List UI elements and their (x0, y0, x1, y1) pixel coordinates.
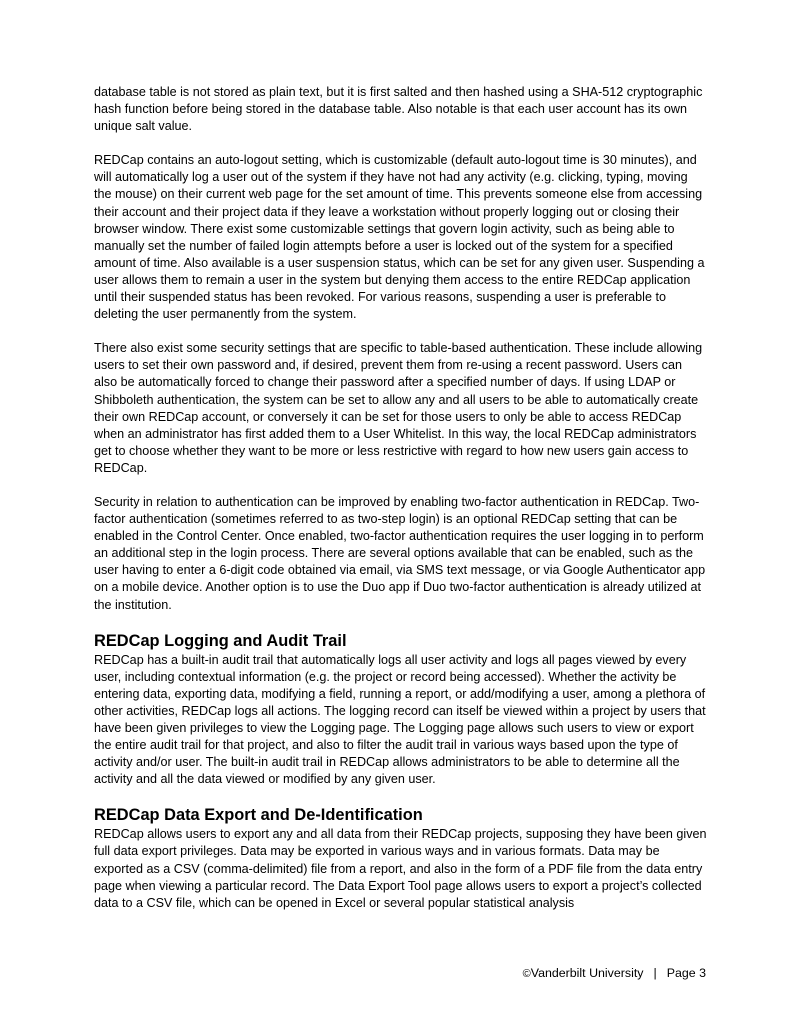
footer-page-number: 3 (699, 966, 706, 980)
copyright-icon: © (522, 968, 531, 980)
paragraph-auto-logout: REDCap contains an auto-logout setting, which is customizable (default auto-logout time is 30 minutes), and will automatically log a user out of the system if they have not had any activity (e.g. clicking, typing, moving the mouse) on their current web page for the set amount of time. This prevents someone else from accessing their account and their project data if they leave a workstation without properly logging out or closing their browser window. There exist some customizable settings that govern login activity, such as being able to manually set the number of failed login attempts before a user is locked out of the system for a specified amount of time. Also available is a user suspension status, which can be set for any given user. Suspending a user allows them to remain a user in the system but denying them access to the entire REDCap application until their suspended status has been revoked. For various reasons, suspending a user is preferable to deleting the user permanently from the system. (94, 153, 705, 322)
footer-org: Vanderbilt University (530, 966, 644, 980)
footer-page-label: Page (666, 966, 696, 980)
document-page (94, 84, 708, 912)
paragraph-data-export: REDCap allows users to export any and all data from their REDCap projects, supposing they have been given full data export privileges. Data may be exported in various ways and in various formats. Data may be exported as a CSV (comma-delimited) file from a report, and also in the form of a PDF file from the data entry page when viewing a particular record. The Data Export Tool page allows users to export a project’s collected data to a CSV file, which can be opened in Excel or several popular statistical analysis (94, 827, 707, 910)
paragraph-table-auth-settings: There also exist some security settings that are specific to table-based authentication. These include allowing users to set their own password and, if desired, prevent them from re-using a recent password. Users can also be automatically forced to change their password after a specified number of days. If using LDAP or Shibboleth authentication, the system can be set to allow any and all users to be able to automatically create their own REDCap account, or conversely it can be set for those users to only be able to access REDCap when an administrator has first added them to a User Whitelist. In this way, the local REDCap administrators get to choose whether they want to be more or less restrictive with regard to how new users gain access to REDCap. (94, 341, 703, 475)
page-footer (523, 965, 706, 982)
paragraph-salted-hash: database table is not stored as plain text, but it is first salted and then hashed using a SHA-512 cryptographic hash function before being stored in the database table. Also notable is that each user account has its own unique salt value. (94, 85, 703, 134)
heading-logging-audit-trail: REDCap Logging and Audit Trail (94, 631, 347, 650)
paragraph-two-factor-auth: Security in relation to authentication can be improved by enabling two-factor authentication in REDCap. Two-factor authentication (sometimes referred to as two-step login) is an optional REDCap setting that can be enabled in the Control Center. Once enabled, two-factor authentication requires the user logging in to perform an additional step in the login process. There are several options available that can be enabled, such as the user having to enter a 6-digit code obtained via email, via SMS text message, or via Google Authenticator app on a mobile device. Another option is to use the Duo app if Duo two-factor authentication is already utilized at the institution. (94, 494, 706, 612)
heading-data-export: REDCap Data Export and De-Identification (94, 806, 423, 825)
paragraph-logging-audit-trail: REDCap has a built-in audit trail that automatically logs all user activity and logs all pages viewed by every user, including contextual information (e.g. the project or record being accessed). Whether the activity be entering data, exporting data, modifying a field, running a report, or add/modifying a user, among a plethora of other activities, REDCap logs all actions. The logging record can itself be viewed within a project by users that have been given privileges to view the Logging page. The Logging page allows such users to view or export the entire audit trail for that project, and also to filter the audit trail in various ways based upon the type of activity and/or user. The built-in audit trail in REDCap allows administrators to be able to determine all the activity and all the data viewed or modified by any given user. (94, 652, 706, 787)
footer-separator: | (653, 966, 657, 980)
